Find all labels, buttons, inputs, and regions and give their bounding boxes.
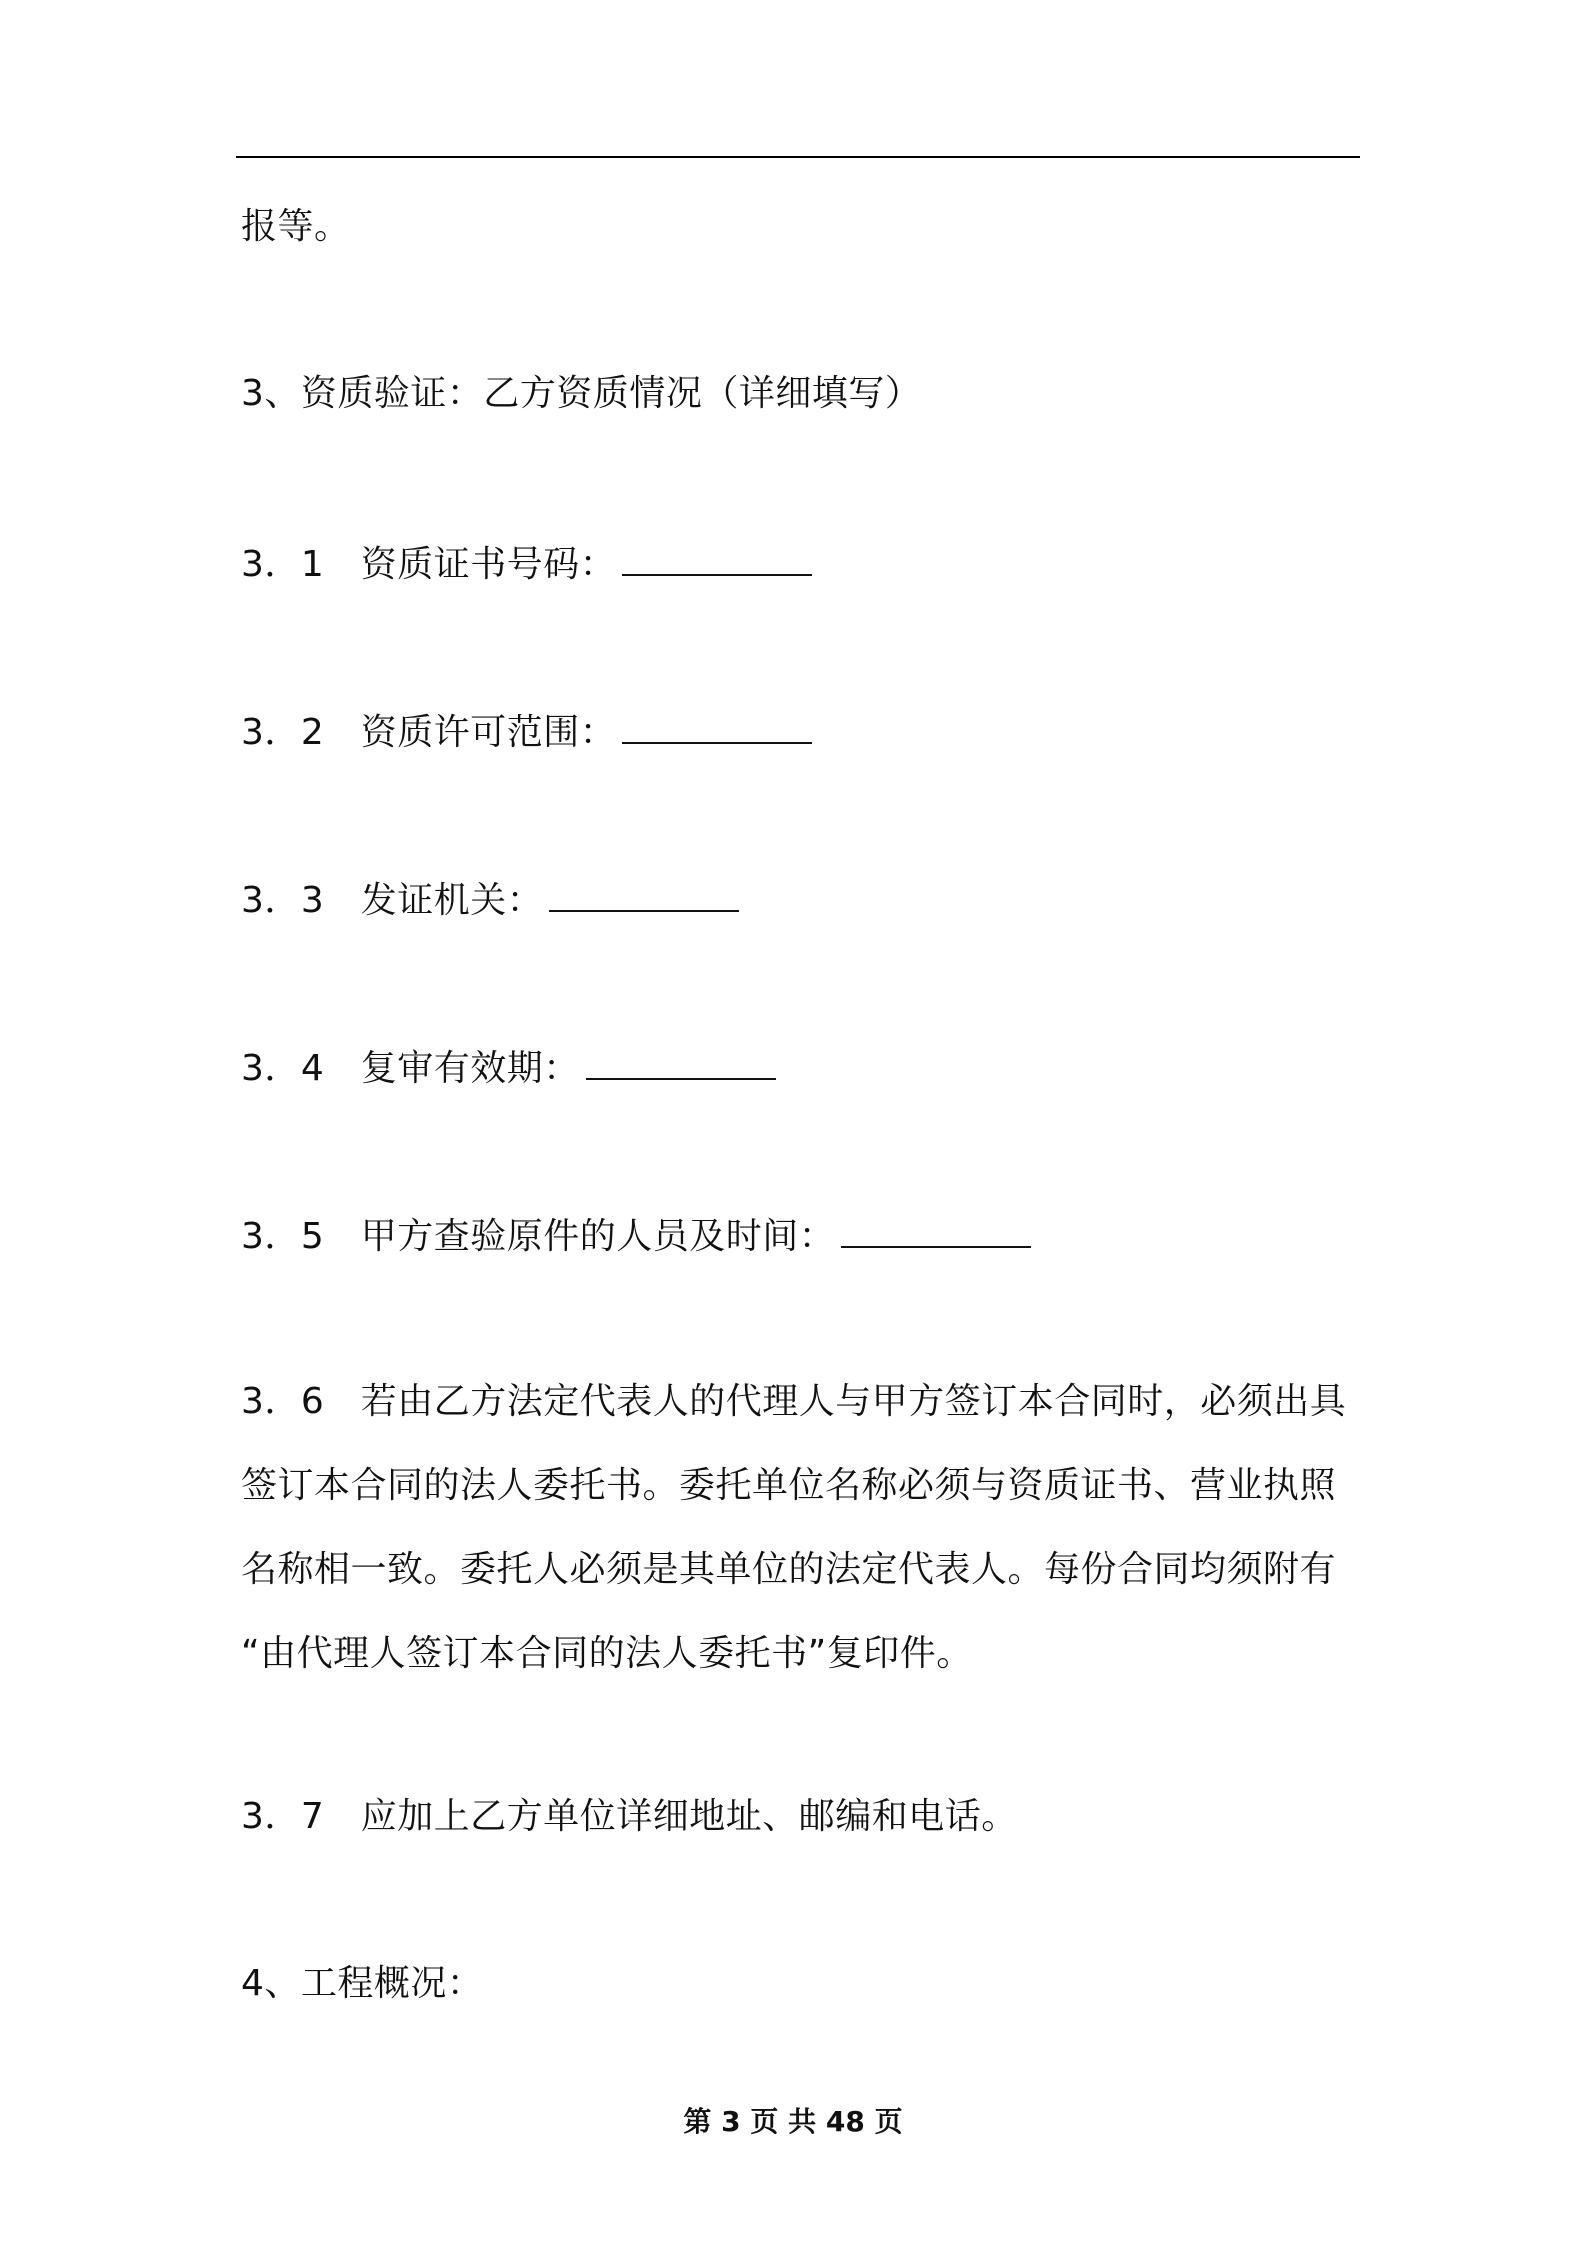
item-3-1 xyxy=(241,540,812,587)
item-3-1-blank[interactable] xyxy=(622,540,812,576)
item-3-6-line: 名称相一致。委托人必须是其单位的法定代表人。每份合同均须附有 xyxy=(241,1549,1337,1590)
item-3-2-blank[interactable] xyxy=(622,708,812,744)
item-3-1-label: 3．1 资质证书号码： xyxy=(241,544,617,585)
item-3-4 xyxy=(241,1044,776,1091)
page-indicator: 第 3 页 共 48 页 xyxy=(683,2105,903,2138)
item-3-5 xyxy=(241,1212,1031,1259)
continued-text: 报等。 xyxy=(241,206,351,247)
header-rule xyxy=(236,156,1360,158)
item-3-4-label: 3．4 复审有效期： xyxy=(241,1048,580,1089)
section-4-heading: 4、工程概况： xyxy=(241,1963,484,2004)
item-3-6-line: 3．6 若由乙方法定代表人的代理人与甲方签订本合同时，必须出具 xyxy=(241,1381,1347,1422)
item-3-6-line: “由代理人签订本合同的法人委托书”复印件。 xyxy=(241,1633,973,1674)
item-3-3 xyxy=(241,876,739,923)
item-3-7: 3．7 应加上乙方单位详细地址、邮编和电话。 xyxy=(241,1796,1018,1837)
item-3-2 xyxy=(241,708,812,755)
item-3-6-paragraph xyxy=(241,1360,1361,1696)
item-3-4-blank[interactable] xyxy=(586,1044,776,1080)
item-3-2-label: 3．2 资质许可范围： xyxy=(241,712,617,753)
item-3-5-label: 3．5 甲方查验原件的人员及时间： xyxy=(241,1216,836,1257)
section-3-heading: 3、资质验证：乙方资质情况（详细填写） xyxy=(241,373,922,414)
item-3-3-blank[interactable] xyxy=(549,876,739,912)
item-3-3-label: 3．3 发证机关： xyxy=(241,880,544,921)
item-3-6-line: 签订本合同的法人委托书。委托单位名称必须与资质证书、营业执照 xyxy=(241,1465,1337,1506)
item-3-5-blank[interactable] xyxy=(841,1212,1031,1248)
